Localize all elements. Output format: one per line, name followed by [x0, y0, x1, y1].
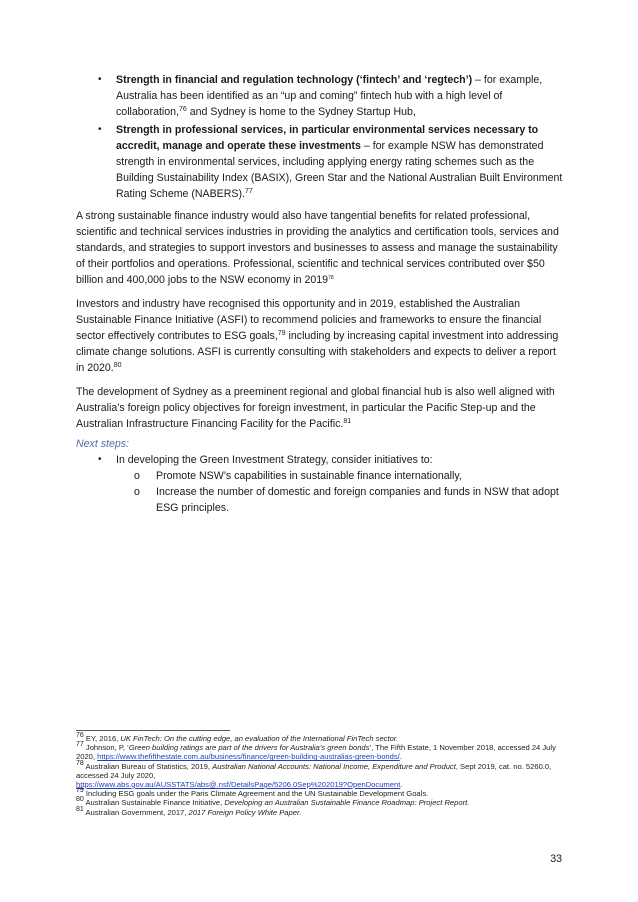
next-steps-heading: Next steps:	[76, 438, 129, 450]
bullet-icon: •	[98, 74, 102, 85]
footnote-title: Green building ratings are part of the drivers for Australia’s green bonds	[128, 743, 370, 753]
paragraph-text: The development of Sydney as a preeminent regional and global financial hub is also well aligned with Australia’s foreign policy objectives for foreign investment, in particular the Pacific Step-up and the Australian Infrastructure Financing Facility for the Pacific.	[76, 386, 555, 430]
sub-list-item	[76, 484, 566, 516]
footnote-number: 76	[76, 732, 84, 739]
footnote-number: 77	[76, 741, 84, 749]
bullet-text: – for example, Australia has been identified as an “up and coming” fintech hub with a high level of collaboration,	[116, 74, 543, 118]
footnote-link[interactable]: https://www.thefifthestate.com.au/business/finance/green-building-australias-green-bonds/	[97, 752, 400, 762]
footnote	[76, 805, 576, 817]
footnote	[76, 798, 576, 807]
footnotes	[76, 730, 576, 817]
footnote: $^{77}$ Johnson, P, ‘Green building ratings are part of the drivers for Australia’s green bonds’, The Fifth Estate, 1 November 2018, accessed 24 July 2020, https://www.thefifthestate.com.au/business/finance/green-building-australias-green-bonds/.	[76, 741, 556, 762]
next-steps-list	[76, 452, 566, 468]
main-content	[76, 72, 566, 516]
bullet-text: In developing the Green Investment Strategy, consider initiatives to:	[116, 454, 433, 466]
bullet-text: – for example NSW has demonstrated strength in environmental services, including applying energy rating schemes such as the Building Sustainability Index (BASIX), Green Star and the National Australian Built Environment Rating Scheme (NABERS).	[116, 140, 563, 200]
footnote-text: , Sept 2019, cat. no. 5260.0, accessed 24 July 2020,	[76, 761, 552, 780]
footnote-ref[interactable]: 79	[277, 330, 286, 337]
footnote-title: Developing an Australian Sustainable Finance Roadmap: Project Report.	[224, 798, 470, 808]
paragraph-text: including by increasing capital investment into addressing climate change solutions. ASFI is currently consulting with stakeholders and expects to deliver a report in 2020.	[76, 330, 559, 374]
footnote-text: Australian Bureau of Statistics, 2019,	[83, 761, 213, 771]
bullet-heading: Strength in financial and regulation technology (‘fintech’ and ‘regtech’)	[116, 74, 473, 86]
footnote-number: 79	[76, 787, 84, 795]
list-item	[76, 72, 566, 120]
footnote-ref[interactable]: 81	[343, 418, 352, 425]
paragraph-text: Investors and industry have recognised this opportunity and in 2019, established the Australian Sustainable Finance Initiative (ASFI) to recommend policies and frameworks to ensure the financial sector effectively contributes to ESG goals,	[76, 298, 542, 342]
paragraph	[76, 208, 566, 288]
footnote-link[interactable]: https://www.abs.gov.au/AUSSTATS/abs@.nsf/DetailsPage/5206.0Sep%202019?OpenDocument	[76, 780, 401, 790]
footnote-text: Johnson, P, ‘	[83, 743, 129, 753]
sub-bullet-icon: o	[134, 486, 140, 498]
footnote-ref[interactable]: 77	[244, 188, 253, 195]
footnote-title: Australian National Accounts: National Income, Expenditure and Product	[212, 761, 456, 771]
footnote-text: Australian Sustainable Finance Initiative,	[83, 798, 225, 808]
bullet-icon: •	[98, 454, 102, 465]
footnote-ref[interactable]: 80	[113, 362, 122, 369]
footnote-number: 80	[76, 796, 84, 804]
footnote	[76, 734, 576, 743]
list-item	[76, 122, 566, 202]
footnote-number: 78	[76, 759, 84, 767]
footnote-title: UK FinTech: On the cutting edge, an evaluation of the International FinTech sector.	[120, 734, 399, 743]
list-item	[76, 452, 566, 468]
footnote-ref[interactable]: 76	[179, 106, 187, 113]
paragraph	[76, 384, 566, 432]
paragraph-text: A strong sustainable finance industry would also have tangential benefits for related professional, scientific and technical services industries in providing the analytics and certification tools, services and standards, and strategies to support investors and businesses to assess and manage the sustainability of their portfolios and operations. Professional, scientific and technical services contributed over $50 billion and 400,000 jobs to the NSW economy in 2019	[76, 210, 559, 286]
footnote-text: Australian Government, 2017,	[83, 807, 189, 817]
footnote-ref[interactable]: 78	[328, 275, 334, 281]
sub-item-text: Promote NSW’s capabilities in sustainable finance internationally,	[156, 470, 462, 482]
footnote-text: Including ESG goals under the Paris Climate Agreement and the UN Sustainable Development Goals.	[83, 789, 429, 799]
sub-item-text: Increase the number of domestic and foreign companies and funds in NSW that adopt ESG principles.	[156, 486, 559, 514]
footnote-title: 2017 Foreign Policy White Paper.	[188, 807, 302, 817]
footnote-text: EY, 2016,	[83, 734, 121, 743]
next-steps-sublist	[76, 468, 566, 516]
paragraph	[76, 296, 566, 376]
sub-bullet-icon: o	[134, 470, 140, 482]
sub-list-item	[76, 468, 566, 484]
strengths-list	[76, 72, 566, 202]
bullet-icon: •	[98, 124, 102, 135]
footnote-divider	[76, 730, 230, 731]
footnote: $^{78}$ Australian Bureau of Statistics, 2019, Australian National Accounts: National Income, Expenditure and Product, Sept 2019, cat. no. 5260.0, accessed 24 July 2020, https://www.abs.gov.au/AUSSTATS/abs@.nsf/DetailsPage/5206.0Sep%202019?OpenDocument.	[76, 759, 552, 790]
bullet-tail: and Sydney is home to the Sydney Startup Hub,	[186, 106, 416, 118]
footnote-number: 81	[76, 805, 84, 813]
footnote-text: ’, The Fifth Estate, 1 November 2018, accessed 24 July 2020,	[76, 743, 556, 762]
bullet-heading: Strength in professional services, in particular environmental services necessary to accredit, manage and operate these investments	[116, 124, 539, 152]
page-number: 33	[550, 853, 562, 865]
